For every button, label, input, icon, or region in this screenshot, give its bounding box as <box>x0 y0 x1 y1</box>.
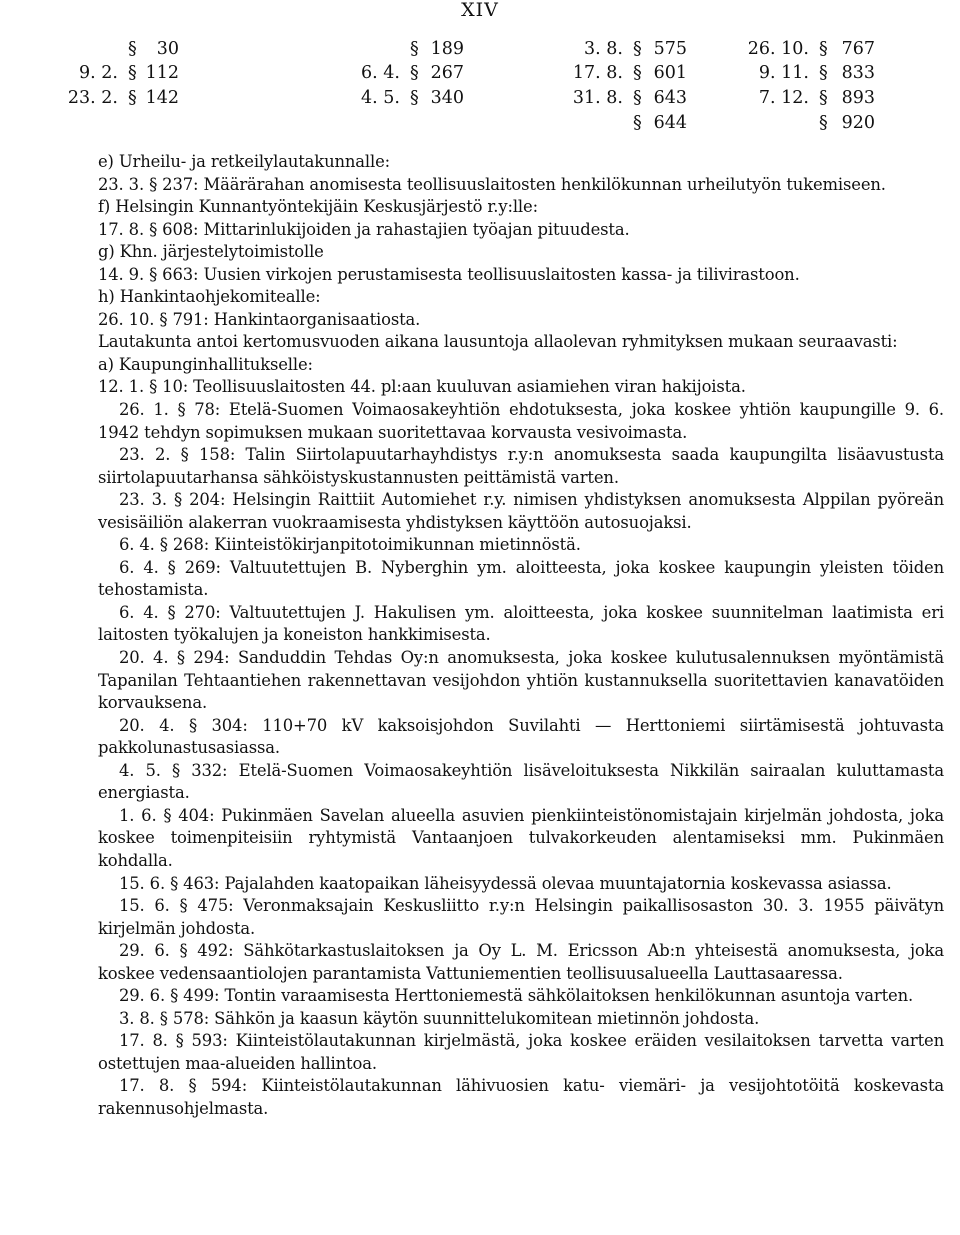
paragraph: 6. 4. § 269: Valtuutettujen B. Nyberghin ym. aloitteesta, joka koskee kaupungin yleisten töiden tehostamista. <box>98 557 944 600</box>
index-section-number: 920 <box>841 113 875 133</box>
section-sign: § <box>819 39 828 59</box>
index-section-number: 30 <box>156 39 179 59</box>
paragraph: h) Hankintaohjekomitealle: <box>98 287 321 307</box>
paragraph: 23. 3. § 237: Määrärahan anomisesta teollisuuslaitosten henkilökunnan urheilutyön tukemiseen. <box>98 174 886 194</box>
section-sign: § <box>633 113 642 133</box>
paragraph: f) Helsingin Kunnantyöntekijäin Keskusjärjestö r.y:lle: <box>98 197 538 217</box>
paragraph: 4. 5. § 332: Etelä-Suomen Voimaosakeyhtiön lisäveloituksesta Nikkilän sairaalan kuluttamasta energiasta. <box>98 760 944 803</box>
index-row <box>0 111 960 135</box>
section-sign: § <box>819 63 828 83</box>
index-section-number: 767 <box>841 39 875 59</box>
index-section-number: 112 <box>145 63 179 83</box>
paragraph: 23. 2. § 158: Talin Siirtolapuutarhayhdistys r.y:n anomuksesta saada kaupungilta lisäavustusta siirtolapuutarhansa sähköistyskustannusten peittämistä varten. <box>98 445 944 487</box>
paragraph: 12. 1. § 10: Teollisuuslaitosten 44. pl:aan kuuluvan asiamiehen viran hakijoista. <box>98 377 746 397</box>
paragraph: e) Urheilu- ja retkeilylautakunnalle: <box>98 152 391 171</box>
section-sign: § <box>819 88 828 108</box>
paragraph: 17. 8. § 593: Kiinteistölautakunnan kirjelmästä, joka koskee eräiden vesilaitoksen tarvetta varten ostettujen maa-alueiden hallintoa. <box>98 1031 944 1073</box>
index-section-number: 340 <box>430 88 464 108</box>
index-section-number: 643 <box>653 88 687 108</box>
index-section-number: 575 <box>653 39 687 59</box>
section-sign: § <box>410 88 419 108</box>
paragraph: 26. 1. § 78: Etelä-Suomen Voimaosakeyhtiön ehdotuksesta, joka koskee yhtiön kaupungille 9. 6. 1942 tehdyn sopimuksen mukaan suoritettavaa korvausta vesivoimasta. <box>98 400 944 442</box>
index-section-number: 893 <box>841 88 875 108</box>
section-sign: § <box>128 63 137 83</box>
paragraph: 29. 6. § 499: Tontin varaamisesta Herttoniemestä sähkölaitoksen henkilökunnan asuntoja varten. <box>119 986 914 1006</box>
paragraph: 3. 8. § 578: Sähkön ja kaasun käytön suunnittelukomitean mietinnön johdosta. <box>119 1008 760 1028</box>
paragraph: 23. 3. § 204: Helsingin Raittiit Automiehet r.y. nimisen yhdistyksen anomuksesta Alppilan pyöreän vesisäiliön alakerran vuokraamisesta yhdistyksen käyttöön autosuojaksi. <box>98 490 944 532</box>
paragraph: 17. 8. § 608: Mittarinlukijoiden ja rahastajien työajan pituudesta. <box>98 219 630 239</box>
section-sign: § <box>633 88 642 108</box>
paragraph: 15. 6. § 475: Veronmaksajain Keskusliitto r.y:n Helsingin paikallisosaston 30. 3. 1955 päivätyn kirjelmän johdosta. <box>98 896 944 938</box>
paragraph: 14. 9. § 663: Uusien virkojen perustamisesta teollisuuslaitosten kassa- ja tilivirastoon. <box>98 264 800 284</box>
index-date: 4. 5. <box>361 88 400 108</box>
paragraph: 6. 4. § 268: Kiinteistökirjanpitotoimikunnan mietinnöstä. <box>119 535 581 555</box>
section-sign: § <box>410 63 419 83</box>
index-section-number: 267 <box>430 63 464 83</box>
paragraph: 17. 8. § 594: Kiinteistölautakunnan lähivuosien katu- viemäri- ja vesijohtotöitä koskevasta rakennusohjelmasta. <box>98 1076 944 1118</box>
index-date: 9. 2. <box>79 63 118 83</box>
index-section-number: 644 <box>653 113 687 133</box>
paragraph: 1. 6. § 404: Pukinmäen Savelan alueella asuvien pienkiinteistönomistajain kirjelmän johdosta, joka koskee toimenpiteisiin ryhtymistä Vantaanjoen tulvakorkeuden alentamiseksi mm. Pukinmäen kohdalla. <box>98 805 944 870</box>
index-section-number: 833 <box>841 63 875 83</box>
index-date: 17. 8. <box>572 63 623 83</box>
page-number: XIV <box>461 0 499 21</box>
section-sign: § <box>128 39 137 59</box>
paragraph: 20. 4. § 304: 110+70 kV kaksoisjohdon Suvilahti — Herttoniemi siirtämisestä johtuvasta pakkolunastusasiassa. <box>98 715 944 758</box>
section-sign: § <box>633 63 642 83</box>
paragraph: 6. 4. § 270: Valtuutettujen J. Hakulisen ym. aloitteesta, joka koskee suunnitelman laatimista eri laitosten työkalujen ja koneiston hankkimisesta. <box>98 602 944 645</box>
paragraph: g) Khn. järjestelytoimistolle <box>98 242 324 262</box>
paragraph: 29. 6. § 492: Sähkötarkastuslaitoksen ja Oy L. M. Ericsson Ab:n yhteisestä anomuksesta, joka koskee vedensaantiolojen parantamista Vattuniementien teollisuusalueella Lauttasaaressa. <box>98 941 944 983</box>
paragraph: 15. 6. § 463: Pajalahden kaatopaikan läheisyydessä olevaa muuntajatornia koskevassa asiassa. <box>119 873 892 893</box>
index-section-number: 189 <box>430 39 464 59</box>
section-sign: § <box>410 39 419 59</box>
index-row <box>0 61 960 85</box>
index-date: 3. 8. <box>584 39 623 59</box>
section-sign: § <box>633 39 642 59</box>
index-date: 9. 11. <box>758 63 809 83</box>
index-date: 23. 2. <box>67 88 118 108</box>
index-row <box>0 86 960 110</box>
index-row <box>0 37 960 61</box>
paragraph: Lautakunta antoi kertomusvuoden aikana lausuntoja allaolevan ryhmityksen mukaan seuraavasti: <box>98 332 898 352</box>
section-sign: § <box>819 113 828 133</box>
section-sign: § <box>128 88 137 108</box>
paragraph: a) Kaupunginhallitukselle: <box>98 354 313 374</box>
paragraph: 20. 4. § 294: Sanduddin Tehdas Oy:n anomuksesta, joka koskee kulutusalennuksen myöntämistä Tapanilan Tehtaantiehen rakennettavan vesijohdon yhtiön kustannuksella suoritettavien kanavatöiden korvauksena. <box>98 648 944 713</box>
index-section-number: 142 <box>145 88 179 108</box>
index-date: 26. 10. <box>747 39 809 59</box>
index-date: 6. 4. <box>361 63 400 83</box>
paragraph: 26. 10. § 791: Hankintaorganisaatiosta. <box>98 309 421 329</box>
index-section-number: 601 <box>653 63 687 83</box>
index-date: 31. 8. <box>572 88 623 108</box>
document-body <box>98 151 944 1121</box>
index-date: 7. 12. <box>758 88 809 108</box>
